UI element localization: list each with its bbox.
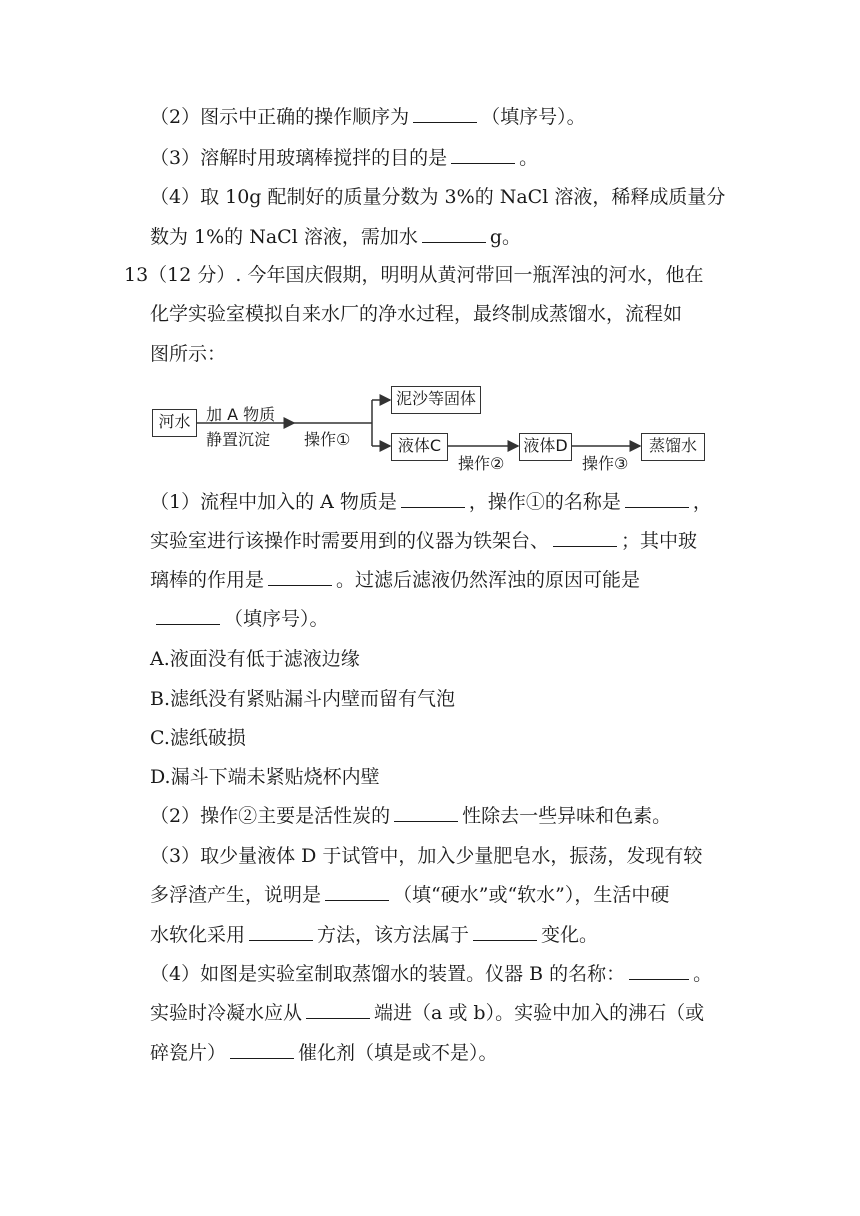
q13-part4-text-b: 。 bbox=[693, 963, 713, 985]
option-b: B.滤纸没有紧贴漏斗内壁而留有气泡 bbox=[150, 688, 456, 710]
flow-box-river-water: 河水 bbox=[152, 409, 197, 437]
answer-blank[interactable] bbox=[249, 922, 313, 941]
q12-part4-suffix: g。 bbox=[489, 226, 522, 248]
q12-part2-suffix: （填序号）。 bbox=[481, 106, 586, 128]
answer-blank[interactable] bbox=[451, 145, 515, 164]
q13-part3-text-e: 变化。 bbox=[541, 924, 599, 946]
q12-part2 bbox=[150, 104, 586, 130]
q13-part1-text-d: 实验室进行该操作时需要用到的仪器为铁架台、 bbox=[150, 530, 550, 552]
answer-blank[interactable] bbox=[629, 961, 689, 980]
q13-part1-line1 bbox=[150, 489, 712, 515]
q13-part3-text-a: 多浮渣产生，说明是 bbox=[150, 884, 322, 906]
q12-part3-text: （3）溶解时用玻璃棒搅拌的目的是 bbox=[150, 147, 448, 169]
flow-box-solids: 泥沙等固体 bbox=[391, 386, 481, 414]
answer-blank[interactable] bbox=[413, 104, 477, 123]
q12-part3 bbox=[150, 145, 538, 171]
q13-part3-text-d: 方法，该方法属于 bbox=[317, 924, 470, 946]
q12-part4-text: 数为 1%的 NaCl 溶液，需加水 bbox=[150, 226, 418, 248]
q12-part4-line1: （4）取 10g 配制好的质量分数为 3%的 NaCl 溶液，稀释成质量分 bbox=[150, 186, 726, 208]
flow-box-distilled-water: 蒸馏水 bbox=[641, 433, 705, 461]
q13-part1-text-f: 璃棒的作用是 bbox=[150, 569, 265, 591]
answer-blank[interactable] bbox=[156, 606, 220, 625]
q12-part3-suffix: 。 bbox=[519, 147, 539, 169]
option-d: D.漏斗下端未紧贴烧杯内壁 bbox=[150, 766, 380, 788]
q13-part1-text-b: ，操作①的名称是 bbox=[468, 491, 621, 513]
answer-blank[interactable] bbox=[230, 1040, 294, 1059]
answer-blank[interactable] bbox=[325, 882, 389, 901]
q13-part4-text-e: 碎瓷片） bbox=[150, 1042, 227, 1064]
answer-blank[interactable] bbox=[625, 489, 689, 508]
q13-part1-text-c: ， bbox=[692, 491, 712, 513]
q13-part4-text-d: 端进（a 或 b）。实验中加入的沸石（或 bbox=[374, 1002, 705, 1024]
q13-part2 bbox=[150, 803, 671, 829]
q13-part1-text-g: 。过滤后滤液仍然浑浊的原因可能是 bbox=[336, 569, 641, 591]
q13-part1-text-h: （填序号）。 bbox=[224, 608, 329, 630]
water-purification-flowchart bbox=[150, 378, 710, 478]
q13-part1-line2 bbox=[150, 528, 697, 554]
q13-part2-text-b: 性除去一些异味和色素。 bbox=[462, 805, 672, 827]
option-c: C.滤纸破损 bbox=[150, 727, 246, 749]
q12-part4-line2 bbox=[150, 224, 521, 250]
answer-blank[interactable] bbox=[473, 922, 537, 941]
q13-part4-line1 bbox=[150, 961, 712, 987]
q13-part4-line2 bbox=[150, 1000, 704, 1026]
answer-blank[interactable] bbox=[422, 224, 486, 243]
q13-intro-line3: 图所示： bbox=[150, 343, 227, 365]
q13-part3-line3 bbox=[150, 922, 598, 948]
q13-part3-line1: （3）取少量液体 D 于试管中，加入少量肥皂水，振荡，发现有较 bbox=[150, 845, 703, 867]
q13-intro-line1: 13（12 分）. 今年国庆假期，明明从黄河带回一瓶浑浊的河水，他在 bbox=[124, 264, 704, 286]
q13-part4-text-c: 实验时冷凝水应从 bbox=[150, 1002, 303, 1024]
flow-label-settle: 静置沉淀 bbox=[206, 430, 271, 449]
q13-part3-text-c: 水软化采用 bbox=[150, 924, 246, 946]
q13-part2-text-a: （2）操作②主要是活性炭的 bbox=[150, 805, 391, 827]
q13-part4-line3 bbox=[150, 1040, 498, 1066]
option-a: A.液面没有低于滤液边缘 bbox=[150, 648, 360, 670]
flow-label-op1: 操作① bbox=[304, 430, 351, 449]
answer-blank[interactable] bbox=[268, 567, 332, 586]
q13-part1-text-a: （1）流程中加入的 A 物质是 bbox=[150, 491, 397, 513]
flow-label-add-a: 加 A 物质 bbox=[206, 405, 276, 424]
q13-part1-text-e: ；其中玻 bbox=[621, 530, 698, 552]
answer-blank[interactable] bbox=[394, 803, 458, 822]
flow-box-liquid-c: 液体C bbox=[391, 433, 448, 461]
answer-blank[interactable] bbox=[401, 489, 465, 508]
q13-part3-line2 bbox=[150, 882, 669, 908]
flow-box-liquid-d: 液体D bbox=[519, 433, 572, 461]
q13-part4-text-a: （4）如图是实验室制取蒸馏水的装置。仪器 B 的名称： bbox=[150, 963, 626, 985]
flow-label-op2: 操作② bbox=[458, 454, 505, 473]
answer-blank[interactable] bbox=[553, 528, 617, 547]
q13-part1-line4 bbox=[156, 606, 329, 632]
answer-blank[interactable] bbox=[306, 1000, 370, 1019]
q13-part4-text-f: 催化剂（填是或不是）。 bbox=[298, 1042, 498, 1064]
q13-part1-line3 bbox=[150, 567, 640, 593]
q13-intro-line2: 化学实验室模拟自来水厂的净水过程，最终制成蒸馏水，流程如 bbox=[150, 303, 683, 325]
q12-part2-text: （2）图示中正确的操作顺序为 bbox=[150, 106, 410, 128]
flow-label-op3: 操作③ bbox=[582, 454, 629, 473]
q13-part3-text-b: （填“硬水”或“软水”），生活中硬 bbox=[393, 884, 670, 906]
